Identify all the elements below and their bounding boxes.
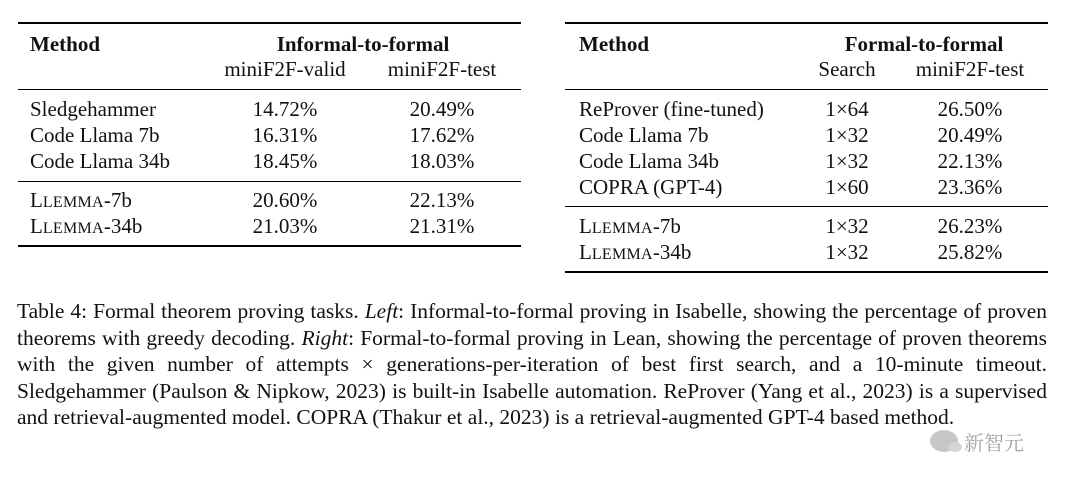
watermark-text: 新智元 [964, 430, 1024, 455]
group-rule [565, 206, 1048, 207]
bottom-rule [18, 245, 521, 247]
row-method: Code Llama 7b [30, 123, 160, 147]
group-rule [18, 181, 521, 182]
header-rule [18, 89, 521, 90]
top-rule [565, 22, 1048, 24]
row-value: 26.50% [937, 97, 1003, 121]
wechat-logo-icon [930, 430, 958, 452]
col-header-test: miniF2F-test [915, 57, 1025, 81]
caption-left-label: Left [364, 299, 399, 323]
row-value: 18.03% [409, 149, 475, 173]
table-caption: Table 4: Formal theorem proving tasks. Left: Informal-to-formal proving in Isabelle, showing the percentage of proven theorems with greedy decoding. Right: Formal-to-formal proving in Lean, showing the percentage of proven theorems with the given number of attempts × generations-per-iteration of best first search, and a 10-minute timeout. Sledgehammer (Paulson & Nipkow, 2023) is built-in Isabelle automation. ReProver (Yang et al., 2023) is a supervised and retrieval-augmented model. COPRA (Thakur et al., 2023) is a retrieval-augmented GPT-4 based method. [17, 299, 1047, 429]
caption-right-label: Right [301, 325, 349, 350]
row-value: 1×64 [825, 97, 869, 121]
row-method: Code Llama 34b [579, 149, 719, 173]
group-header: Formal-to-formal [844, 32, 1004, 56]
row-value: 16.31% [252, 123, 318, 147]
row-method: ReProver (fine-tuned) [579, 97, 764, 121]
row-method: Code Llama 7b [579, 123, 709, 147]
row-method: Sledgehammer [30, 97, 156, 121]
col-header-search: Search [818, 57, 876, 81]
row-method-llemma-34b: LLEMMA-34b [579, 240, 692, 264]
row-value: 18.45% [252, 149, 318, 173]
row-value: 25.82% [937, 240, 1003, 264]
method-header: Method [579, 32, 649, 56]
row-value: 20.60% [252, 188, 318, 212]
row-method-llemma-7b: LLEMMA-7b [30, 188, 132, 212]
row-value: 21.31% [409, 214, 475, 238]
row-value: 23.36% [937, 175, 1003, 199]
col-header-test: miniF2F-test [387, 57, 497, 81]
watermark [930, 425, 1055, 457]
row-value: 22.13% [937, 149, 1003, 173]
row-value: 1×32 [825, 240, 869, 264]
row-method-llemma-7b: LLEMMA-7b [579, 214, 681, 238]
header-rule [565, 89, 1048, 90]
row-value: 1×32 [825, 123, 869, 147]
row-value: 17.62% [409, 123, 475, 147]
row-value: 1×60 [825, 175, 869, 199]
row-value: 14.72% [252, 97, 318, 121]
row-value: 1×32 [825, 214, 869, 238]
row-value: 26.23% [937, 214, 1003, 238]
row-method: Code Llama 34b [30, 149, 170, 173]
top-rule [18, 22, 521, 24]
method-header: Method [30, 32, 100, 56]
row-value: 20.49% [937, 123, 1003, 147]
col-header-valid: miniF2F-valid [224, 57, 346, 81]
row-value: 1×32 [825, 149, 869, 173]
group-header: Informal-to-formal [276, 32, 450, 56]
row-value: 20.49% [409, 97, 475, 121]
bottom-rule [565, 271, 1048, 273]
row-method: COPRA (GPT-4) [579, 175, 723, 199]
row-value: 21.03% [252, 214, 318, 238]
row-value: 22.13% [409, 188, 475, 212]
row-method-llemma-34b: LLEMMA-34b [30, 214, 143, 238]
